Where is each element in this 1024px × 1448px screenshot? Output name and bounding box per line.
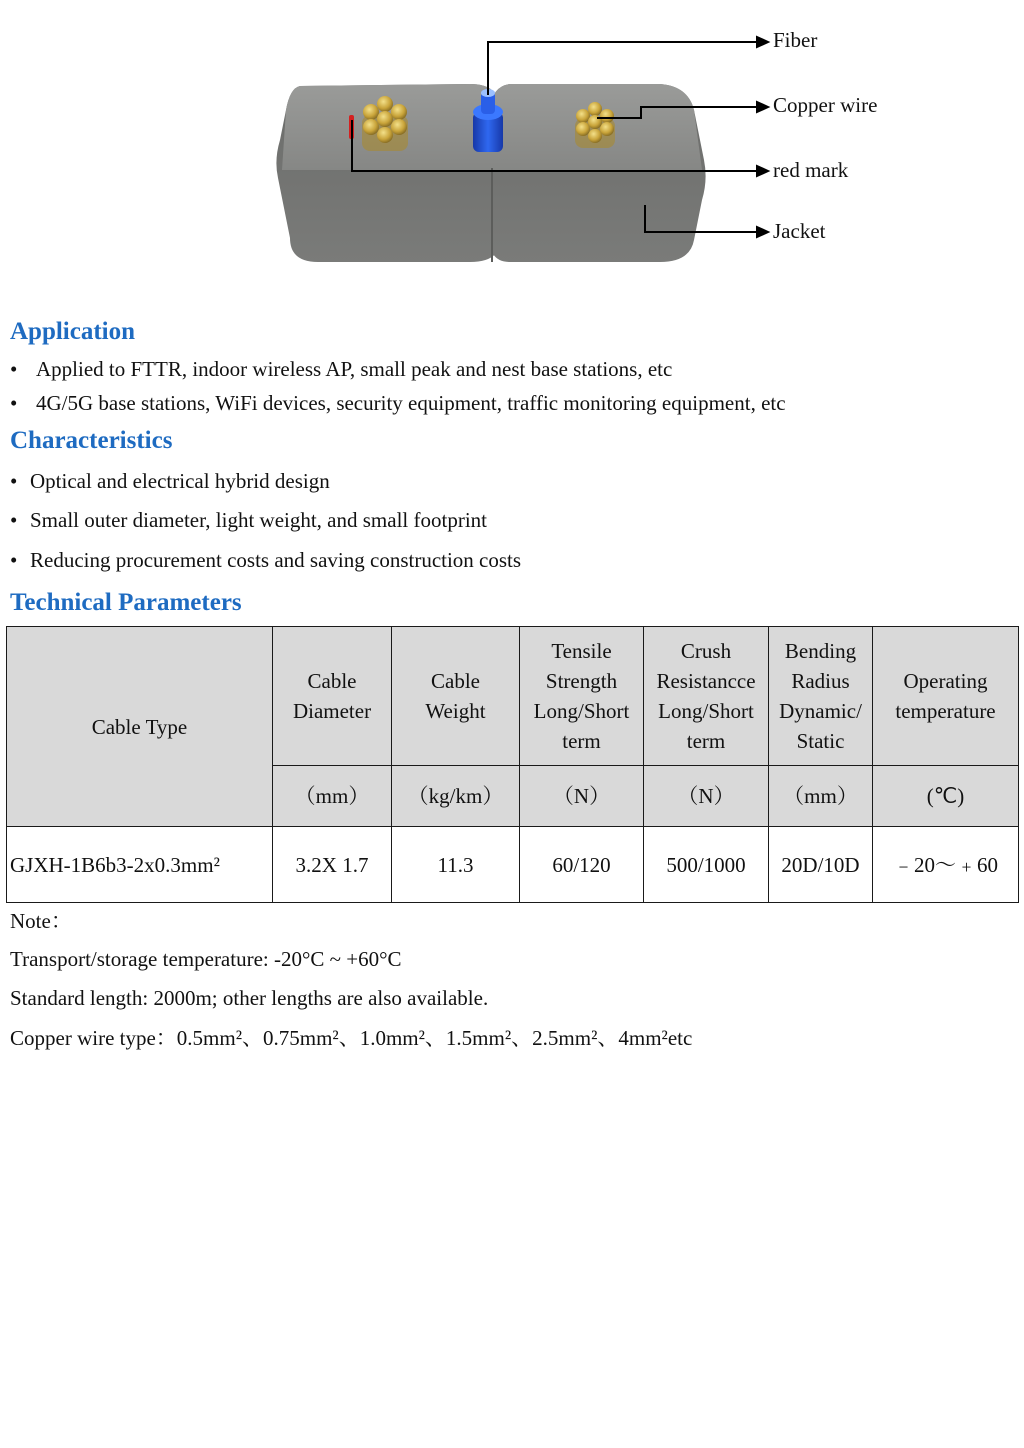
callout-copper-wire: Copper wire	[773, 93, 878, 117]
fiber-arrow-icon	[757, 37, 768, 47]
bullet-icon: •	[10, 469, 18, 493]
unit-crush-resistance: （N）	[644, 766, 769, 827]
copper-arrow-icon	[757, 102, 768, 112]
bullet-icon: •	[10, 391, 18, 415]
note-transport-temperature: Transport/storage temperature: -20°C ~ +60°C	[10, 947, 402, 971]
header-operating-temperature: Operating temperature	[873, 627, 1019, 766]
cell-cable-weight: 11.3	[392, 827, 520, 903]
cell-cable-diameter: 3.2X 1.7	[273, 827, 392, 903]
technical-parameters-table	[6, 626, 1019, 903]
header-cable-weight: Cable Weight	[392, 627, 520, 766]
unit-cable-diameter: （mm）	[273, 766, 392, 827]
bullet-icon: •	[10, 548, 18, 572]
callout-red-mark: red mark	[773, 158, 849, 182]
unit-operating-temperature: (℃)	[873, 766, 1019, 827]
bullet-icon: •	[10, 508, 18, 532]
note-copper-wire-type: Copper wire type：0.5mm²、0.75mm²、1.0mm²、1.5mm²、2.5mm²、4mm²etc	[10, 1026, 693, 1050]
note-label: Note：	[10, 909, 72, 933]
characteristics-heading: Characteristics	[10, 427, 173, 454]
note-standard-length: Standard length: 2000m; other lengths are also available.	[10, 986, 489, 1010]
unit-tensile-strength: （N）	[520, 766, 644, 827]
header-crush-resistance: Crush Resistancce Long/Short term	[644, 627, 769, 766]
redmark-arrow-icon	[757, 166, 768, 176]
cell-tensile-strength: 60/120	[520, 827, 644, 903]
application-heading: Application	[10, 318, 136, 345]
table-row	[7, 827, 1019, 903]
header-bending-radius: Bending Radius Dynamic/ Static	[769, 627, 873, 766]
header-row	[7, 627, 1019, 766]
cell-crush-resistance: 500/1000	[644, 827, 769, 903]
technical-parameters-heading: Technical Parameters	[10, 589, 242, 616]
header-tensile-strength: Tensile Strength Long/Short term	[520, 627, 644, 766]
cell-cable-type: GJXH-1B6b3-2x0.3mm²	[7, 827, 273, 903]
bullet-icon: •	[10, 357, 18, 381]
jacket-arrow-icon	[757, 227, 768, 237]
callout-fiber: Fiber	[773, 28, 818, 52]
cell-operating-temperature: ﹣20～﹢60	[873, 827, 1019, 903]
cell-bending-radius: 20D/10D	[769, 827, 873, 903]
callout-jacket: Jacket	[773, 219, 826, 243]
header-cable-diameter: Cable Diameter	[273, 627, 392, 766]
unit-cable-weight: （kg/km）	[392, 766, 520, 827]
header-cable-type: Cable Type	[7, 627, 273, 827]
cable-cross-section-diagram	[0, 0, 1024, 300]
unit-bending-radius: （mm）	[769, 766, 873, 827]
